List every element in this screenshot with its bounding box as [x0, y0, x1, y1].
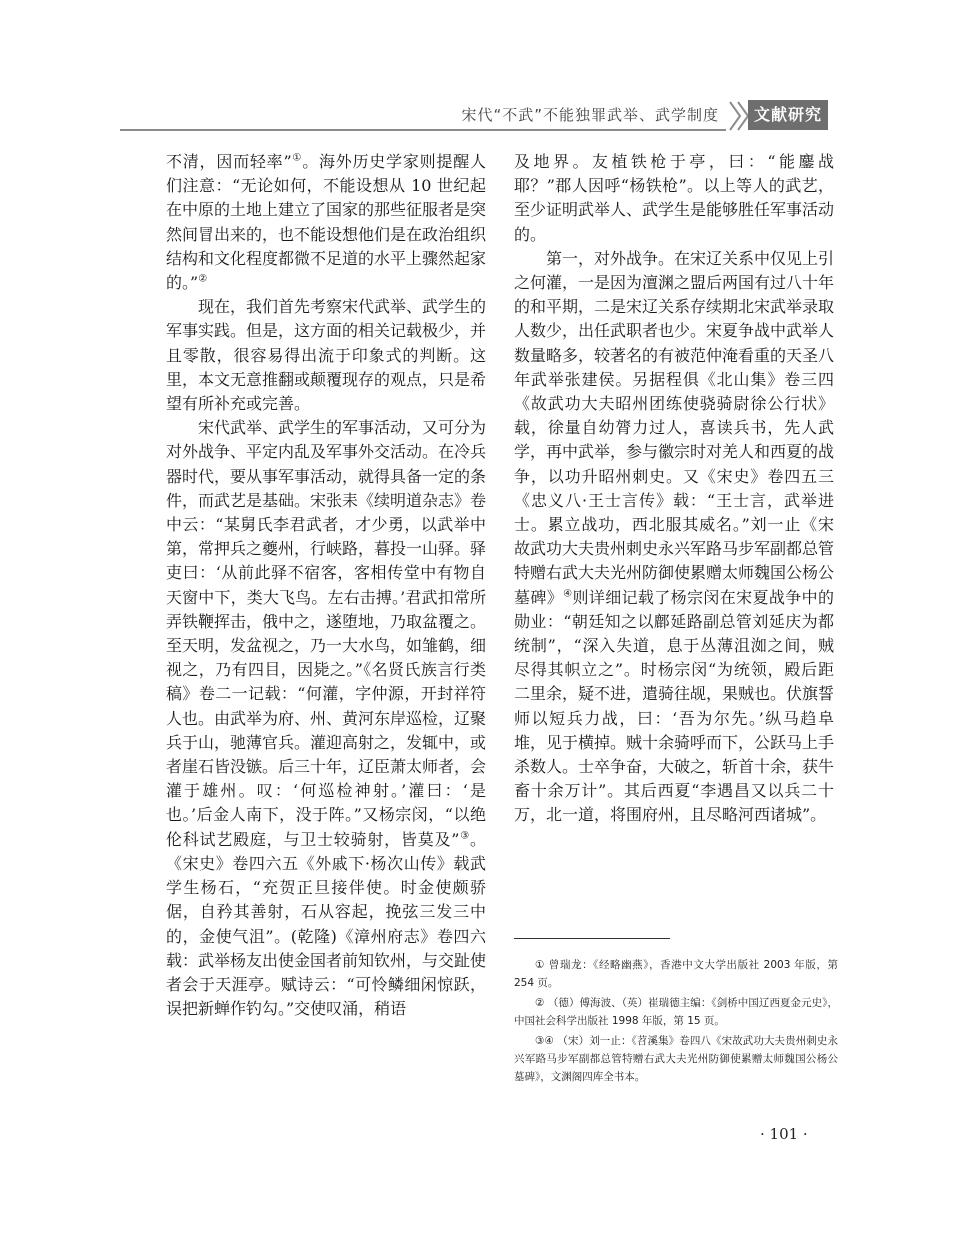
text-span: 。海外历史学家则提醒人们注意：“无论如何，不能设想从 10 世纪起在中原的土地上建立了国家的那些征服者是突然间冒出来的，也不能设想他们是在政治组织结构和文化程度都微不足道的水平上骤然起家的。” [166, 152, 487, 293]
paragraph: 及地界。友植铁枪于亭，曰：“能鏖战耶？”郡人因呼“杨铁枪”。以上等人的武艺，至少证明武举人、武学生是能够胜任军事活动的。 [514, 152, 835, 244]
text-span: 第一，对外战争。在宋辽关系中仅见上引之何灌，一是因为澶渊之盟后两国有过八十年的和平期，二是宋辽关系存续期北宋武举录取人数少，出任武职者也少。宋夏争战中武举人数量略多，较著名的有被范仲淹看重的天圣八年武举张建侯。另据程俱《北山集》卷三四《故武功大夫昭州团练使骁骑尉徐公行状》载，徐量自幼膂力过人，喜读兵书，先人武学，再中武举，参与徽宗时对羌人和西夏的战争，以功升昭州刺史。又《宋史》卷四五三《忠义八·王士言传》载：“王士言，武举进士。累立战功，西北服其威名。”刘一止《宋故武功大夫贵州刺史永兴军路马步军副都总管特赠右武大夫光州防御使累赠太师魏国公杨公墓碑》 [514, 248, 835, 607]
text-span: 则详细记载了杨宗闵在宋夏战争中的勋业：“朝廷知之以鄜延路副总管刘延庆为都统制”，“深入失道，息于丛薄沮洳之间，贼尽得其帜立之”。时杨宗闵“为统领，殿后距二里余，疑不进，遣骑往觇，果贼也。伏旗誓师以短兵力战，曰：‘吾为尔先。’纵马趋阜堆，见于横掉。贼十余骑呼而下，公跃马上手杀数人。士卒争奋，大破之，斩首十余，获牛畜十余万计”。其后西夏“李遇昌又以兵二十万，北一道，将围府州，且尽略河西诸城”。 [514, 587, 835, 825]
left-column [166, 150, 486, 1021]
section-tab: 文献研究 [748, 100, 828, 130]
text-span: 不清，因而轻率” [166, 152, 292, 171]
footnotes [514, 956, 838, 1088]
footnote-ref: ③ [459, 830, 470, 842]
running-header-title: 宋代“不武”不能独罪武举、武学制度 [461, 106, 719, 124]
paragraph [514, 247, 834, 828]
paragraph [166, 416, 486, 1021]
footnote: ③④ （宋）刘一止：《苕溪集》卷四八《宋故武功大夫贵州刺史永兴军路马步军副都总管特赠右武大夫光州防御使累赠太师魏国公杨公墓碑》，文渊阁四库全书本。 [514, 1035, 838, 1083]
page-number: · 101 · [760, 1125, 808, 1143]
running-header [0, 0, 964, 140]
paragraph [166, 150, 486, 295]
footnote-ref: ④ [563, 588, 573, 600]
footnote: ① 曾瑞龙：《经略幽燕》，香港中文大学出版社 2003 年版，第 254 页。 [514, 959, 838, 989]
footnote-ref: ① [291, 152, 303, 164]
footnote: ② （德）傅海波、（英）崔瑞德主编：《剑桥中国辽西夏金元史》，中国社会科学出版社 1998 年版，第 15 页。 [514, 997, 838, 1027]
footnote-ref: ② [198, 273, 208, 285]
footnote-rule [514, 938, 670, 939]
right-column [514, 150, 834, 828]
paragraph: 现在，我们首先考察宋代武举、武学生的军事实践。但是，这方面的相关记载极少，并且零散，很容易得出流于印象式的判断。这里，本文无意推翻或颠覆现存的观点，只是希望有所补充或完善。 [166, 297, 487, 414]
text-span: 。《宋史》卷四六五《外戚下·杨次山传》载武学生杨石，“充贺正旦接伴使。时金使颇骄倨，自矜其善射，石从容起，挽弦三发三中的，金使气沮”。(乾隆)《漳州府志》卷四六载：武举杨友出使金国者前知钦州，与交趾使者会于天涯亭。赋诗云：“可怜鳞细闲惊跃，误把新蝉作钓勾。”交使叹涌，稍语 [166, 829, 487, 1019]
header-rule [120, 129, 726, 131]
text-span: 宋代武举、武学生的军事活动，又可分为对外战争、平定内乱及军事外交活动。在冷兵器时代，要从事军事活动，就得具备一定的条件，而武艺是基础。宋张耒《续明道杂志》卷中云：“某舅氏李君武者，才少勇，以武举中第，常押兵之夔州，行峡路，暮投一山驿。驿吏曰：‘从前此驿不宿客，客相传堂中有物自天窗中下，类大飞鸟。左右击搏。’君武扣常所弄铁鞭挥击，俄中之，遂堕地，乃取盆覆之。至天明，发盆视之，乃一大水鸟，如雏鹤，细视之，乃有四目，因毙之。”《名贤氏族言行类稿》卷二一记载：“何灌，字仲源，开封祥符人也。由武举为府、州、黄河东岸巡检，辽聚兵于山，驰薄官兵。灌迎高射之，发辄中，或者崖石皆没镞。后三十年，辽臣萧太师者，会灌于雄州。叹：‘何巡检神射。’灌曰：‘是也。’后金人南下，没于阵。”又杨宗闵，“以绝伦科试艺殿庭，与卫士较骑射，皆莫及” [166, 418, 487, 849]
